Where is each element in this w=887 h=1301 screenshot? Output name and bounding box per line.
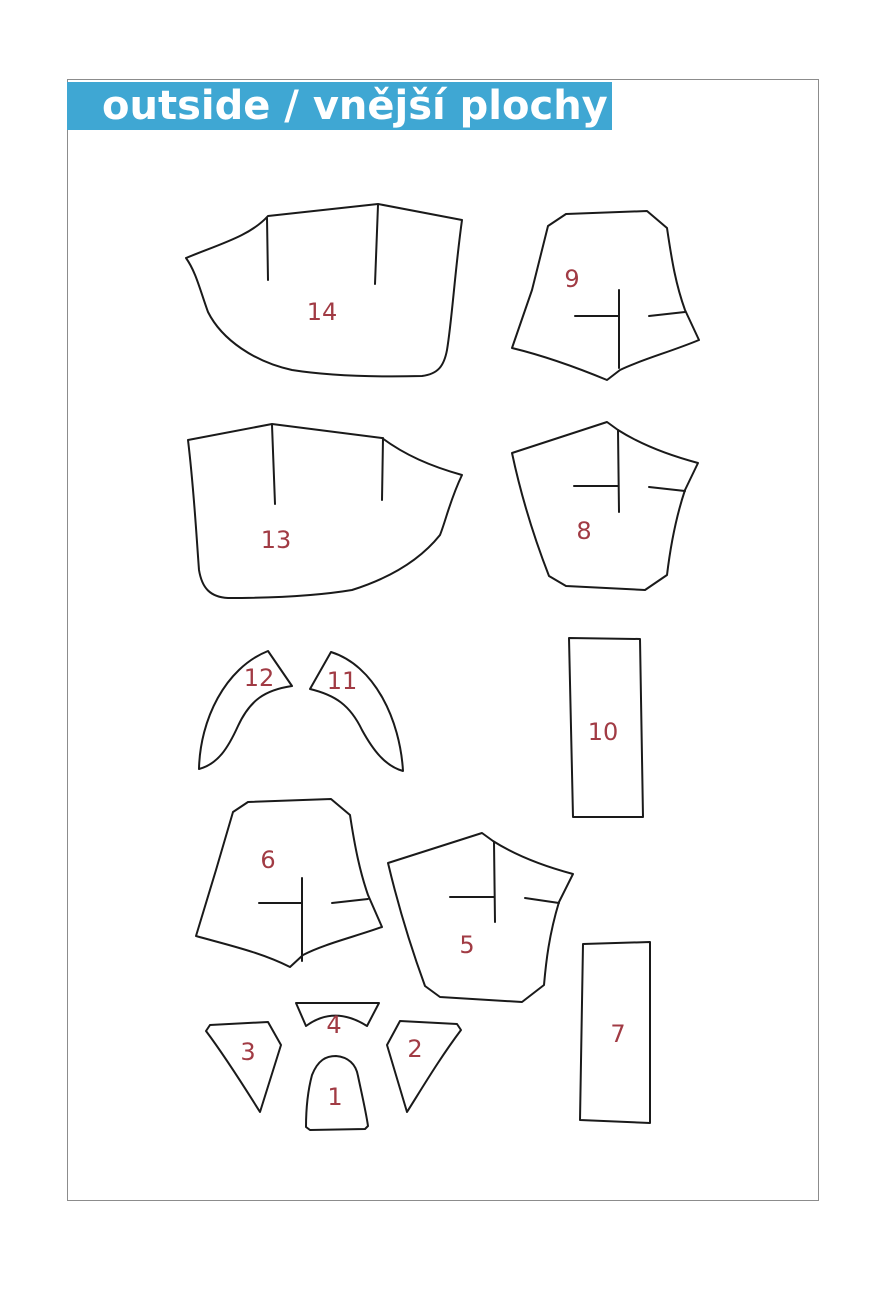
piece-6-outline: [196, 799, 382, 967]
pattern-piece-1: [306, 1056, 368, 1130]
piece-6-number: 6: [260, 846, 276, 874]
piece-11-number: 11: [326, 667, 358, 695]
pattern-piece-9: [512, 211, 699, 380]
pattern-piece-7: [580, 942, 650, 1123]
piece-1-number: 1: [327, 1083, 343, 1111]
piece-5-outline: [388, 833, 573, 1002]
pattern-piece-5: [388, 833, 573, 1002]
piece-5-dart-right: [525, 898, 559, 903]
piece-13-outline: [188, 424, 462, 598]
pattern-piece-6: [196, 799, 382, 967]
pattern-piece-4: [296, 1003, 379, 1039]
piece-9-number: 9: [564, 265, 580, 293]
pattern-piece-12: [199, 651, 292, 769]
piece-13-dart-left: [272, 425, 275, 504]
pattern-piece-10: [569, 638, 643, 817]
pattern-piece-8: [512, 422, 698, 590]
piece-12-number: 12: [243, 664, 275, 692]
piece-3-outline: [206, 1022, 281, 1112]
page-title: outside / vnější plochy: [102, 83, 608, 129]
piece-14-dart-right: [375, 205, 378, 284]
piece-14-number: 14: [306, 298, 338, 326]
piece-13-dart-right: [382, 438, 383, 500]
piece-9-outline: [512, 211, 699, 380]
piece-7-number: 7: [610, 1020, 626, 1048]
pattern-piece-14: [186, 204, 462, 376]
piece-9-dart-right: [649, 312, 685, 316]
piece-5-number: 5: [459, 931, 475, 959]
piece-5-dart-vertical: [494, 842, 495, 922]
piece-2-outline: [387, 1021, 461, 1112]
piece-14-outline: [186, 204, 462, 376]
pattern-piece-3: [206, 1022, 281, 1112]
piece-3-number: 3: [240, 1038, 256, 1066]
piece-10-number: 10: [587, 718, 619, 746]
piece-4-number: 4: [326, 1011, 342, 1039]
piece-2-number: 2: [407, 1035, 423, 1063]
pattern-piece-13: [188, 424, 462, 598]
piece-14-dart-left: [267, 218, 268, 280]
pattern-piece-2: [387, 1021, 461, 1112]
piece-6-dart-right: [332, 899, 368, 903]
piece-8-dart-right: [649, 487, 685, 491]
piece-13-number: 13: [260, 526, 292, 554]
piece-8-dart-vertical: [618, 430, 619, 512]
pattern-piece-11: [310, 652, 403, 771]
piece-8-outline: [512, 422, 698, 590]
piece-8-number: 8: [576, 517, 592, 545]
